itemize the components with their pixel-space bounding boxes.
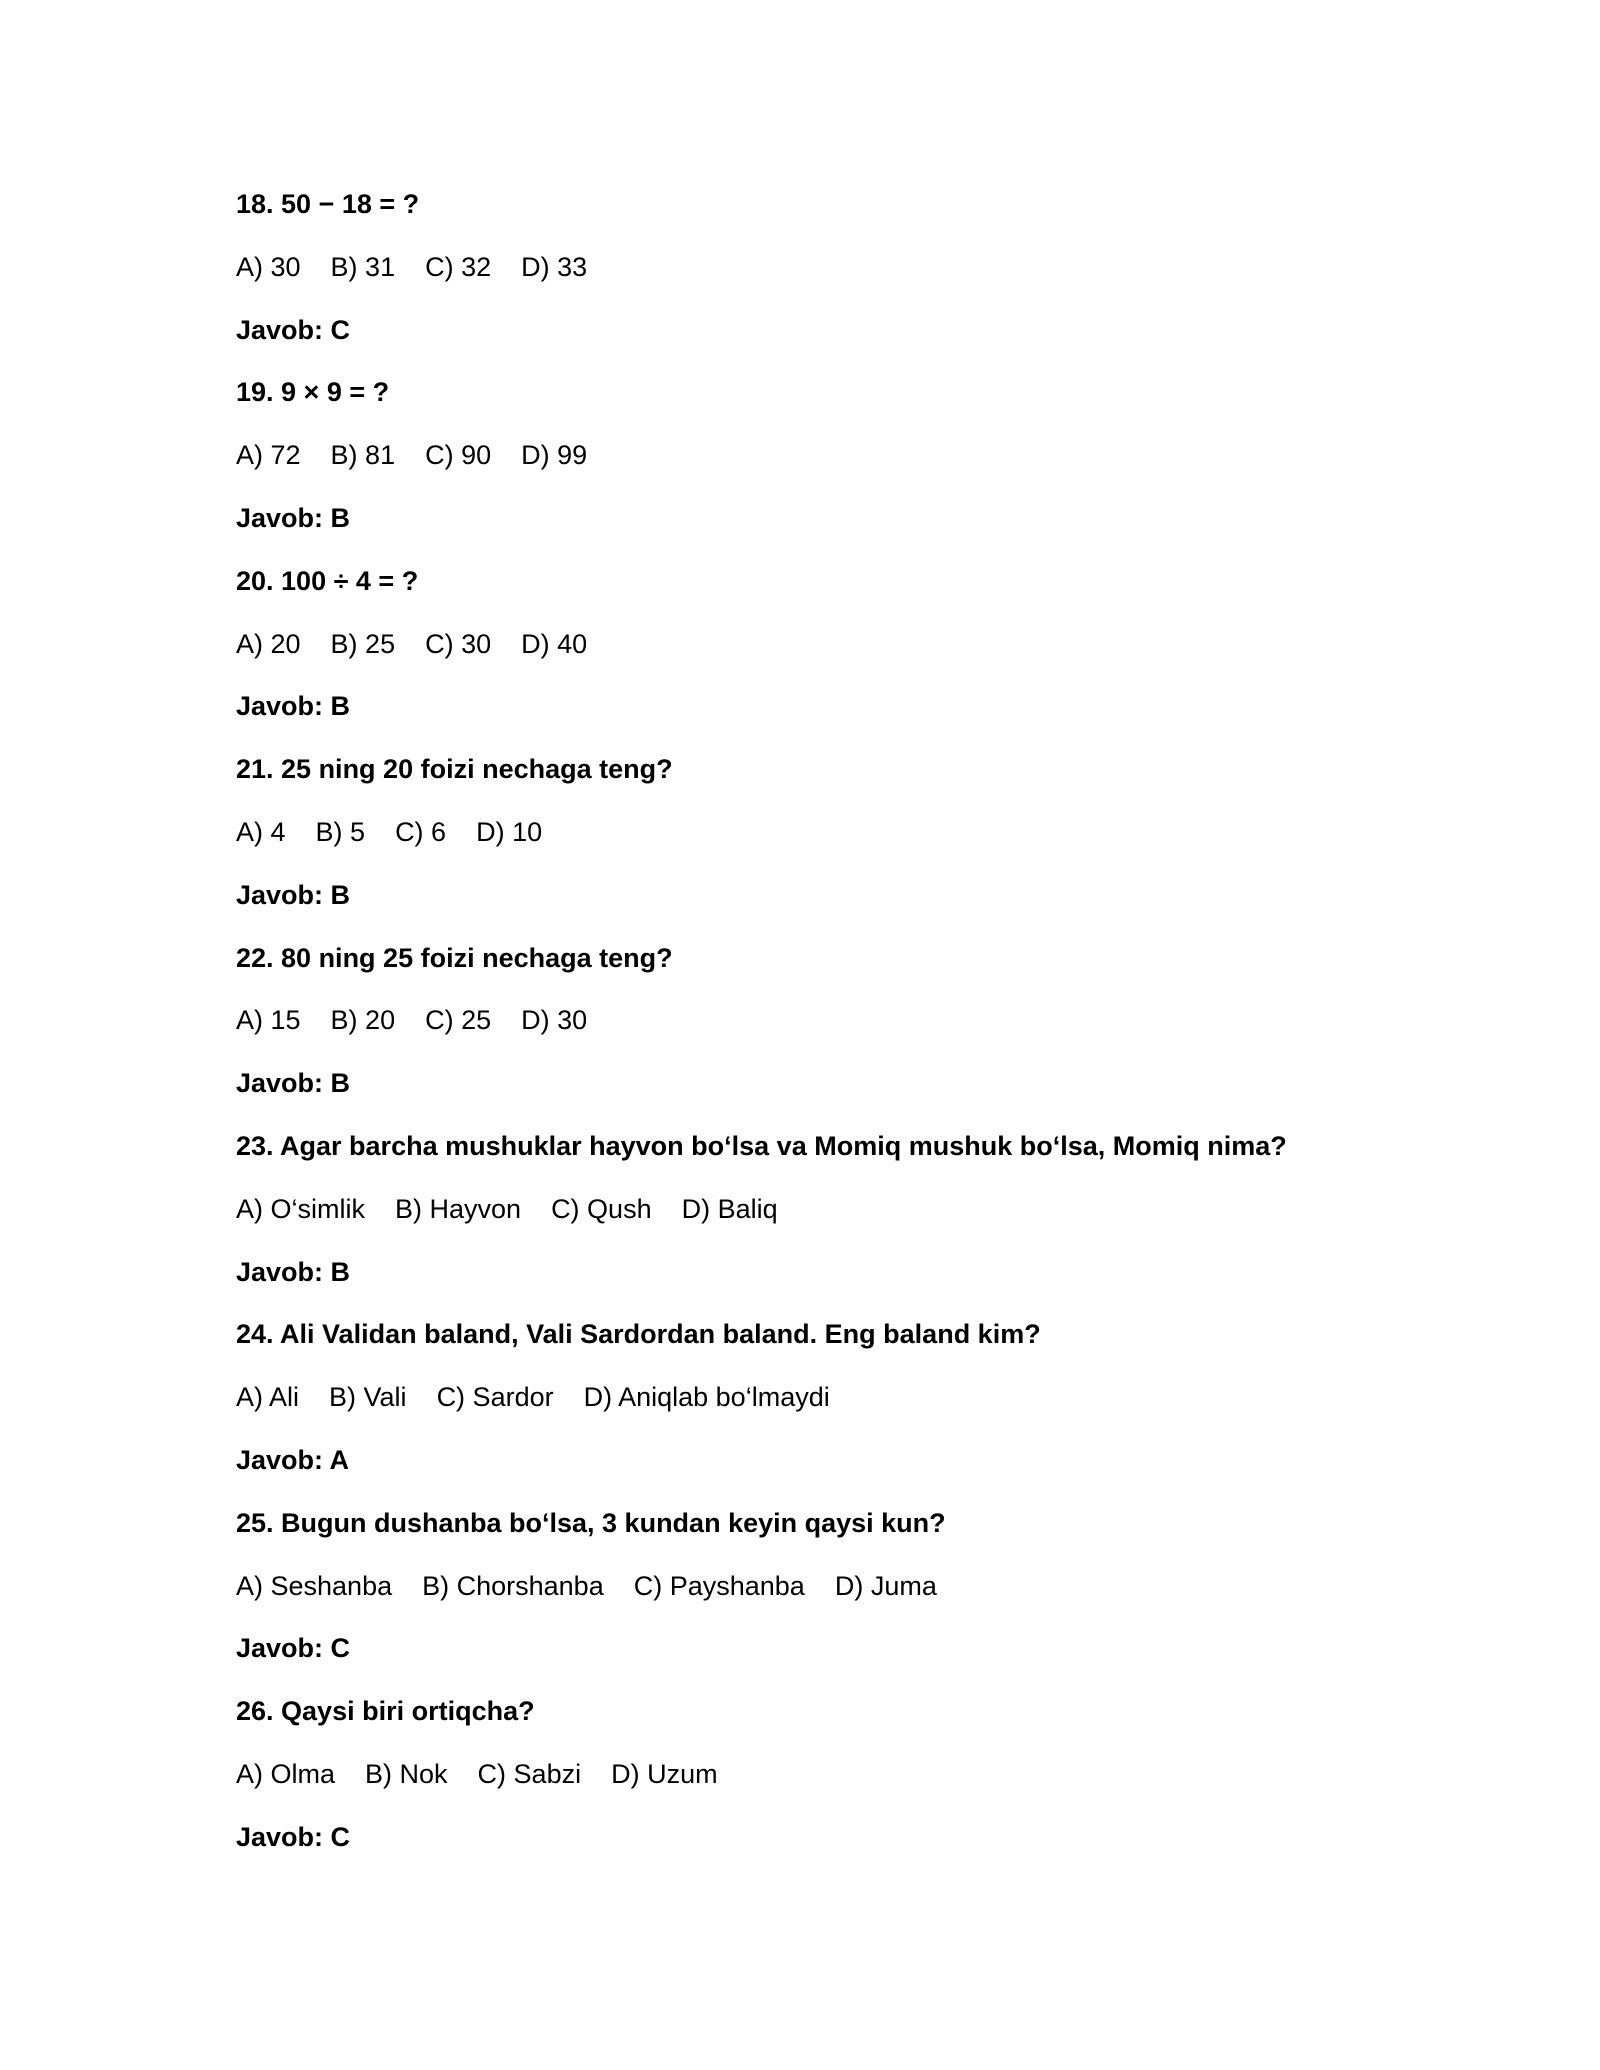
- correct-answer: Javob: B: [236, 691, 351, 722]
- correct-answer: Javob: A: [236, 1444, 350, 1475]
- correct-answer: Javob: B: [236, 879, 351, 910]
- answer-option: B) Hayvon: [395, 1193, 522, 1224]
- answer-option: D) Uzum: [611, 1758, 718, 1789]
- answer-option: D) 33: [521, 251, 588, 282]
- correct-answer: Javob: C: [236, 1633, 351, 1664]
- answer-option: C) 25: [425, 1005, 492, 1036]
- correct-answer: Javob: B: [236, 1068, 351, 1099]
- answer-option: B) 81: [330, 440, 396, 471]
- answer-options: [236, 1002, 1436, 1065]
- answer-option: D) Aniqlab bo‘lmaydi: [583, 1382, 830, 1413]
- answer-option: D) Baliq: [681, 1193, 778, 1224]
- question-text: 23. Agar barcha mushuklar hayvon bo‘lsa va Momiq mushuk bo‘lsa, Momiq nima?: [236, 1130, 1287, 1161]
- question-text: 22. 80 ning 25 foizi nechaga teng?: [236, 942, 673, 973]
- answer-option: A) 15: [236, 1005, 301, 1036]
- answer-option: B) Nok: [365, 1758, 448, 1789]
- answer-option: C) 30: [425, 628, 492, 659]
- answer-option: A) 30: [236, 251, 301, 282]
- question-text: 18. 50 − 18 = ?: [236, 189, 420, 219]
- answer-option: A) 4: [236, 816, 286, 847]
- answer-option: D) Juma: [834, 1570, 937, 1601]
- answer-option: D) 10: [476, 816, 543, 847]
- answer-options: [236, 814, 1436, 877]
- correct-answer: Javob: C: [236, 1821, 351, 1852]
- answer-option: C) 32: [425, 251, 492, 282]
- answer-options: [236, 1191, 1436, 1254]
- answer-option: B) 31: [330, 251, 396, 282]
- answer-options: [236, 437, 1436, 500]
- question-text: 20. 100 ÷ 4 = ?: [236, 565, 419, 596]
- answer-option: A) 72: [236, 440, 301, 471]
- answer-option: B) 20: [330, 1005, 396, 1036]
- answer-option: C) Payshanba: [633, 1570, 805, 1601]
- correct-answer: Javob: B: [236, 1256, 351, 1287]
- answer-option: D) 30: [521, 1005, 588, 1036]
- answer-option: B) 25: [330, 628, 396, 659]
- question-text: 25. Bugun dushanba bo‘lsa, 3 kundan keyin qaysi kun?: [236, 1507, 946, 1538]
- answer-options: [236, 1568, 1436, 1631]
- question-text: 24. Ali Validan baland, Vali Sardordan baland. Eng baland kim?: [236, 1319, 1041, 1350]
- answer-options: [236, 249, 1436, 312]
- answer-option: B) Vali: [329, 1382, 407, 1413]
- answer-option: A) 20: [236, 628, 301, 659]
- question-text: 19. 9 × 9 = ?: [236, 377, 390, 408]
- answer-option: D) 40: [521, 628, 588, 659]
- answer-option: C) Sardor: [436, 1382, 554, 1413]
- answer-options: [236, 626, 1436, 689]
- answer-option: A) O‘simlik: [236, 1193, 365, 1224]
- answer-option: B) 5: [315, 816, 366, 847]
- answer-options: [236, 1756, 1436, 1819]
- correct-answer: Javob: C: [236, 314, 351, 345]
- question-text: 21. 25 ning 20 foizi nechaga teng?: [236, 754, 673, 785]
- answer-option: A) Olma: [236, 1758, 336, 1789]
- correct-answer: Javob: B: [236, 502, 351, 533]
- answer-option: C) 90: [425, 440, 492, 471]
- answer-options: [236, 1379, 1436, 1442]
- answer-option: D) 99: [521, 440, 588, 471]
- answer-option: B) Chorshanba: [422, 1570, 604, 1601]
- answer-option: A) Seshanba: [236, 1570, 393, 1601]
- answer-option: A) Ali: [236, 1382, 300, 1413]
- answer-option: C) Sabzi: [477, 1758, 582, 1789]
- question-list: [236, 186, 1436, 1882]
- answer-option: C) 6: [395, 816, 447, 847]
- question-text: 26. Qaysi biri ortiqcha?: [236, 1696, 535, 1727]
- answer-option: C) Qush: [551, 1193, 652, 1224]
